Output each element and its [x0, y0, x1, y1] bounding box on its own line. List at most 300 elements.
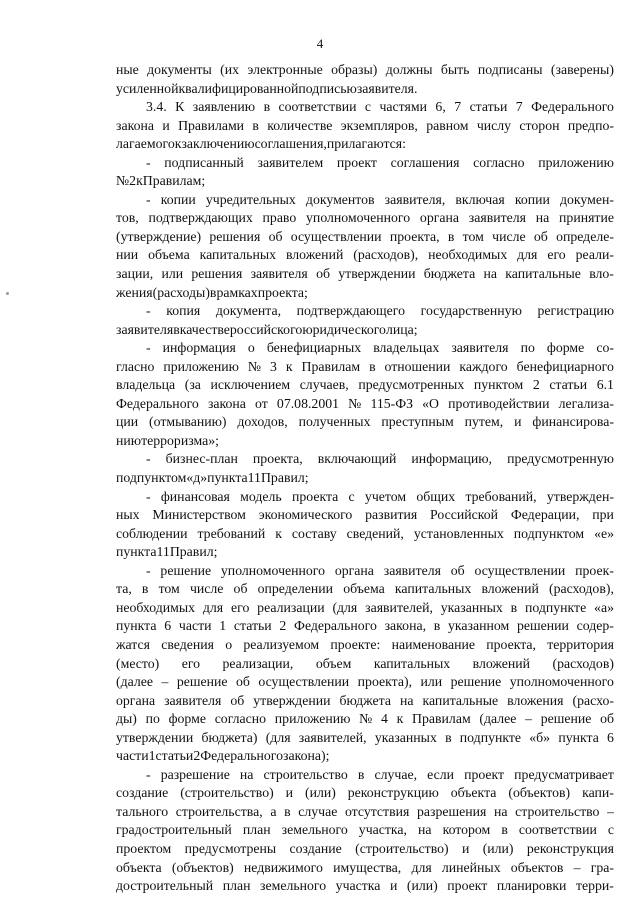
word: заявителей,: [298, 729, 367, 745]
word: на: [535, 210, 550, 226]
word: (или): [406, 878, 438, 894]
word: капитальных: [199, 247, 276, 263]
word: и: [389, 878, 398, 894]
word: тального: [116, 803, 169, 819]
word: 07.08.2001: [276, 395, 340, 411]
text-line: [116, 469, 614, 488]
word: развития: [365, 507, 418, 523]
word: бенефициарных: [266, 340, 362, 356]
word: его: [231, 599, 250, 615]
word: (строительство): [180, 785, 274, 801]
text-line: [116, 877, 614, 896]
word: реализации: [257, 599, 325, 615]
word: финансовая: [160, 488, 230, 504]
word: об: [233, 581, 248, 597]
word: Правилам: [412, 711, 471, 727]
word: реконструкция: [526, 840, 614, 856]
word: подписью: [298, 80, 357, 96]
word: земельного: [260, 878, 327, 894]
text-line: [116, 209, 614, 228]
word: решения: [191, 266, 243, 282]
word: решение: [540, 711, 592, 727]
word: определе-: [556, 228, 614, 244]
word: территория: [547, 636, 614, 652]
word: капитальных: [394, 581, 472, 597]
word: об: [316, 266, 330, 282]
word: проекта),: [357, 674, 413, 690]
word: заявителя: [468, 210, 526, 226]
word: вложений: [472, 655, 531, 671]
word: создание: [116, 785, 169, 801]
word: (для: [265, 729, 291, 745]
word: предусмотренную: [507, 451, 614, 467]
scan-speck: [6, 292, 9, 295]
word: проект: [336, 154, 377, 170]
word: уполномоченного: [220, 562, 326, 578]
text-line: [116, 562, 614, 581]
word: усиленной: [116, 80, 179, 96]
word: об: [268, 228, 283, 244]
word: качестве: [179, 321, 230, 337]
word: «е»: [594, 525, 614, 541]
word: отсутствия: [344, 803, 410, 819]
word: статьи: [233, 618, 272, 634]
word: (строительство): [355, 840, 449, 856]
word: необходимых: [428, 247, 508, 263]
word: нию: [116, 432, 142, 448]
word: и: [285, 785, 294, 801]
word: части: [116, 748, 149, 764]
word: бюджета: [339, 692, 391, 708]
word: легализа-: [558, 395, 614, 411]
word: учредительных: [205, 191, 296, 207]
word: необходимых: [116, 599, 196, 615]
word: соблюдении: [116, 525, 188, 541]
text-line: [116, 525, 614, 544]
word: если: [427, 766, 454, 782]
text-line: [116, 358, 614, 377]
word: быть: [440, 62, 470, 77]
word: (утверждение): [116, 228, 202, 244]
word: терри-: [575, 878, 614, 894]
word: утверждении: [253, 692, 331, 708]
word: создание: [289, 840, 342, 856]
word: котором: [442, 822, 491, 838]
word: доходов,: [237, 414, 288, 430]
text-line: [116, 321, 614, 340]
word: уполномоченного: [509, 674, 614, 690]
word: недвижимого: [243, 859, 323, 875]
word: заключению: [181, 136, 255, 152]
text-line: [116, 784, 614, 803]
word: 1: [219, 618, 227, 634]
word: для: [202, 599, 224, 615]
word: об: [235, 674, 250, 690]
word: его: [547, 247, 566, 263]
word: учетом: [364, 488, 407, 504]
text-line: [116, 376, 614, 395]
word: (или): [304, 785, 336, 801]
word: государственную: [420, 303, 522, 319]
word: в: [141, 581, 149, 597]
word: (или): [482, 840, 514, 856]
word: общих: [416, 488, 456, 504]
word: гра-: [590, 859, 614, 875]
word: в: [357, 766, 365, 782]
word: гласно: [116, 358, 155, 374]
word: тов,: [116, 210, 139, 226]
word: закона,: [384, 618, 427, 634]
word: органа: [116, 692, 156, 708]
word: 3: [270, 358, 277, 374]
word: подпункте: [524, 599, 587, 615]
word: Правилам;: [142, 173, 206, 189]
text-line: [116, 636, 614, 655]
word: соглашения: [390, 154, 460, 170]
word: рамках: [216, 284, 258, 300]
word: Правилами: [178, 117, 245, 133]
word: и: [162, 117, 170, 133]
word: заявителя,: [384, 191, 446, 207]
word: (расходов): [552, 655, 614, 671]
text-line: [116, 488, 614, 507]
word: вложения: [507, 692, 564, 708]
word: проект: [447, 878, 488, 894]
word: образы): [331, 62, 378, 77]
word: соответствии: [278, 99, 357, 115]
word: проекта,: [389, 228, 440, 244]
word: информацию,: [411, 451, 493, 467]
word: преступным: [381, 414, 454, 430]
word: в: [510, 599, 518, 615]
word: юридического: [302, 321, 386, 337]
word: сведений,: [346, 525, 404, 541]
text-line: [116, 840, 614, 859]
word: подтверждающего: [296, 303, 405, 319]
word: согласно: [214, 711, 267, 727]
word: от: [255, 395, 268, 411]
word: 6: [607, 729, 614, 745]
word: соответствии: [518, 822, 597, 838]
word: противодействии: [448, 395, 550, 411]
word: участка: [335, 878, 381, 894]
text-line: [116, 413, 614, 432]
word: закона: [116, 117, 154, 133]
word: числе: [492, 228, 526, 244]
word: закона);: [283, 748, 330, 764]
word: для: [517, 247, 538, 263]
word: 2: [532, 377, 540, 393]
word: объектов: [510, 859, 564, 875]
word: в: [501, 822, 508, 838]
text-line: [116, 395, 614, 414]
word: полученных: [298, 414, 371, 430]
word: на: [399, 692, 414, 708]
word: регистрацию: [537, 303, 614, 319]
word: подписанный: [164, 154, 244, 170]
word: заявителя: [116, 321, 174, 337]
word: К: [175, 99, 185, 115]
text-line: [116, 450, 614, 469]
word: жатся: [116, 636, 150, 652]
word: проекта: [291, 488, 339, 504]
word: российского: [229, 321, 303, 337]
word: документов: [305, 191, 375, 207]
word: предусмотрены: [184, 840, 277, 856]
word: (за: [184, 377, 201, 393]
word: по: [145, 711, 160, 727]
word: согласно: [473, 154, 525, 170]
word: -: [146, 191, 151, 207]
word: сведения: [161, 636, 214, 652]
word: (объектов): [508, 785, 571, 801]
word: или: [161, 266, 184, 282]
word: числу: [476, 117, 512, 133]
text-line: [116, 543, 614, 562]
word: 4: [381, 711, 388, 727]
word: реализуемом: [243, 636, 320, 652]
word: -: [146, 340, 151, 356]
word: в: [369, 358, 376, 374]
word: подписаны: [477, 62, 543, 77]
word: капи-: [582, 785, 614, 801]
text-line: [116, 710, 614, 729]
word: форме: [546, 340, 585, 356]
word: №: [359, 711, 373, 727]
word: Правил;: [260, 470, 309, 486]
text-line: [116, 284, 614, 303]
word: лица;: [385, 321, 418, 337]
word: статьи: [549, 377, 588, 393]
word: Правил;: [169, 544, 218, 560]
word: указанных: [374, 729, 437, 745]
word: предусмотренных: [358, 377, 465, 393]
text-line: [116, 135, 614, 154]
word: (далее: [479, 711, 517, 727]
word: указанном: [448, 618, 510, 634]
word: приложению: [538, 154, 614, 170]
word: копии: [514, 191, 550, 207]
word: –: [573, 859, 581, 875]
word: Правилам: [301, 358, 361, 374]
word: владельцах: [373, 340, 440, 356]
word: решения: [209, 228, 261, 244]
word: -: [146, 451, 151, 467]
word: на: [493, 803, 508, 819]
word: а: [270, 803, 277, 819]
word: форме: [168, 711, 206, 727]
word: владельца: [116, 377, 176, 393]
word: №: [247, 358, 262, 374]
text-line: [116, 117, 614, 136]
text-line: [116, 673, 614, 692]
word: -: [146, 562, 151, 578]
text-line: [116, 580, 614, 599]
word: Федерального: [294, 618, 377, 634]
word: по: [520, 340, 535, 356]
word: пунктом: [473, 377, 524, 393]
word: содер-: [576, 618, 614, 634]
word: (объектов): [171, 859, 234, 875]
word: об: [230, 692, 245, 708]
word: квалифицированной: [178, 80, 299, 96]
word: Федерального: [200, 748, 284, 764]
word: сторон: [519, 117, 560, 133]
text-line: [116, 803, 614, 822]
word: заявителя: [164, 692, 222, 708]
word: каждого: [459, 358, 508, 374]
text-line: [116, 617, 614, 636]
word: проекта,: [486, 636, 536, 652]
word: «О: [422, 395, 440, 411]
word: подтверждающих: [148, 210, 253, 226]
text-line: [116, 302, 614, 321]
word: -: [146, 303, 151, 319]
word: осуществлении: [290, 228, 382, 244]
word: статьи: [155, 748, 194, 764]
word: Российской: [430, 507, 499, 523]
word: о: [247, 340, 255, 356]
word: органа: [419, 210, 460, 226]
word: -: [146, 766, 151, 782]
word: нии: [116, 247, 139, 263]
word: объема: [148, 247, 190, 263]
word: прилагаются:: [326, 136, 406, 152]
word: объем: [315, 655, 352, 671]
word: частями: [379, 99, 427, 115]
word: 115-ФЗ: [370, 395, 414, 411]
text-line: [116, 692, 614, 711]
word: заявителем: [257, 154, 324, 170]
word: зации,: [116, 266, 154, 282]
word: ные: [116, 62, 139, 77]
word: 7: [454, 99, 462, 115]
word: (место): [116, 655, 160, 671]
word: вложений: [285, 247, 344, 263]
word: та,: [116, 581, 132, 597]
word: ных: [116, 507, 140, 523]
word: (их: [220, 62, 240, 77]
word: №: [348, 395, 362, 411]
word: документы: [147, 62, 212, 77]
word: 6.1: [596, 377, 614, 393]
word: о: [225, 636, 233, 652]
word: уполномоченного: [306, 210, 411, 226]
word: в: [284, 803, 291, 819]
text-line: [116, 747, 614, 766]
word: проектом: [116, 840, 172, 856]
word: Федерации,: [510, 507, 580, 523]
word: включая: [455, 191, 505, 207]
word: капитальные: [422, 692, 499, 708]
word: реализации,: [222, 655, 294, 671]
word: случаев,: [299, 377, 349, 393]
word: заявителя: [250, 266, 308, 282]
word: Федерального: [116, 395, 199, 411]
word: закона: [207, 395, 246, 411]
word: ды): [116, 711, 137, 727]
word: -: [146, 154, 151, 170]
word: в: [173, 321, 180, 337]
word: решении: [516, 618, 569, 634]
word: модель: [240, 488, 282, 504]
word: экземпляров,: [340, 117, 418, 133]
word: в: [447, 228, 455, 244]
text-line: [116, 98, 614, 117]
word: в: [252, 117, 259, 133]
word: реали-: [575, 247, 614, 263]
text-line: [116, 506, 614, 525]
word: строительство: [515, 803, 600, 819]
word: план: [242, 822, 271, 838]
word: заявлению: [192, 99, 256, 115]
word: лагаемого: [116, 136, 175, 152]
word: подпунктом: [513, 525, 585, 541]
word: №: [116, 173, 130, 189]
word: части: [178, 618, 212, 634]
word: том: [158, 581, 180, 597]
word: Министерством: [152, 507, 246, 523]
word: реконструкцию: [347, 785, 439, 801]
word: к: [174, 136, 182, 152]
word: с: [607, 822, 614, 838]
word: участка,: [358, 822, 407, 838]
word: к: [275, 525, 282, 541]
word: объекта: [450, 785, 497, 801]
word: план: [222, 878, 251, 894]
word: проек-: [575, 562, 614, 578]
word: проект: [464, 766, 505, 782]
word: на: [239, 766, 254, 782]
word: докумен-: [559, 191, 614, 207]
word: или: [420, 674, 443, 690]
text-line: [116, 859, 614, 878]
word: бюджета: [423, 266, 476, 282]
word: экономического: [258, 507, 353, 523]
word: линейных: [441, 859, 501, 875]
word: путем,: [464, 414, 504, 430]
word: 2: [279, 618, 287, 634]
word: –: [525, 711, 532, 727]
word: утвержден-: [546, 488, 614, 504]
word: должны: [385, 62, 433, 77]
word: -: [146, 488, 151, 504]
word: осуществлении: [474, 562, 566, 578]
word: 1: [148, 748, 156, 764]
text-line: [116, 154, 614, 173]
word: проекта;: [257, 284, 308, 300]
word: включающий: [317, 451, 397, 467]
word: 6: [164, 618, 172, 634]
word: для: [411, 859, 432, 875]
text-line: [116, 191, 614, 210]
word: заявителей,: [365, 599, 433, 615]
word: с: [364, 99, 372, 115]
word: 2: [129, 173, 137, 189]
word: к: [396, 711, 404, 727]
word: объекта: [116, 859, 162, 875]
word: отношении: [384, 358, 451, 374]
word: заявителя: [451, 340, 509, 356]
word: бизнес-план: [165, 451, 238, 467]
word: бенефициарного: [516, 358, 614, 374]
text-line: [116, 821, 614, 840]
word: капитальные: [505, 266, 581, 282]
word: требований: [197, 525, 266, 541]
word: соглашения,: [254, 136, 327, 152]
word: его: [181, 655, 201, 671]
word: принятие: [559, 210, 614, 226]
